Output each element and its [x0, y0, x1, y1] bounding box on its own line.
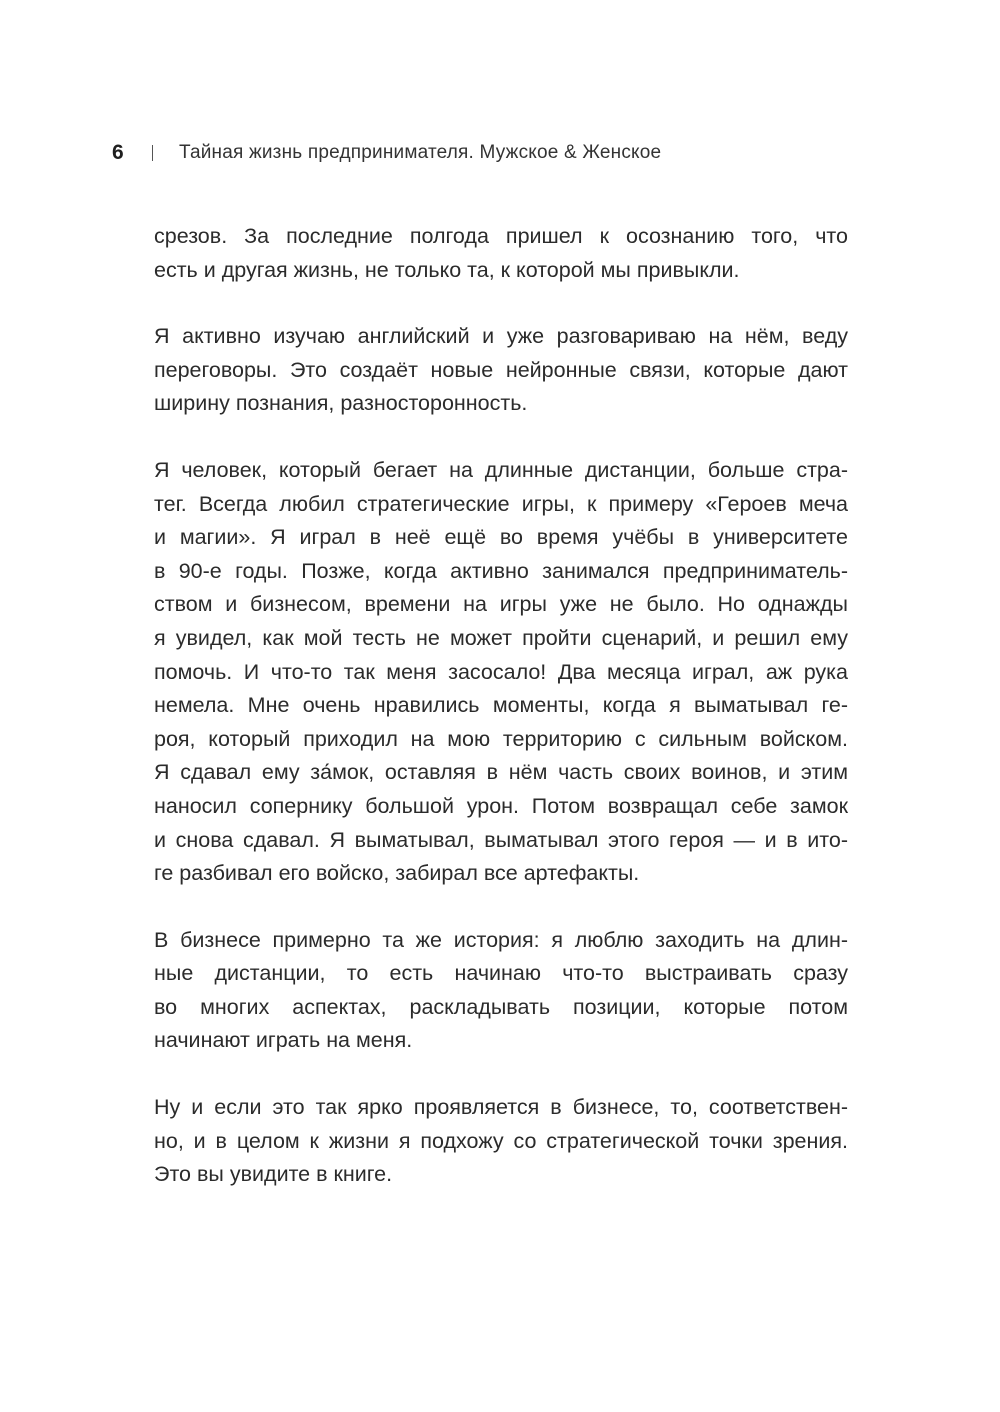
text-line: роя, который приходил на мою территорию с сильным войском. — [154, 726, 848, 751]
paragraph-4 — [154, 924, 848, 1058]
text-line: переговоры. Это создаёт новые нейронные связи, которые дают — [154, 357, 848, 382]
text-line: и снова сдавал. Я выматывал, выматывал этого героя — и в ито- — [154, 827, 848, 852]
text-line: во многих аспектах, раскладывать позиции, которые потом — [154, 994, 848, 1019]
text-line: есть и другая жизнь, не только та, к которой мы привыкли. — [154, 257, 740, 282]
text-line: я увидел, как мой тесть не может пройти сценарий, и решил ему — [154, 625, 848, 650]
text-body — [154, 220, 848, 1225]
text-line: в 90-е годы. Позже, когда активно занимался предприниматель- — [154, 558, 848, 583]
text-line: немела. Мне очень нравились моменты, когда я выматывал ге- — [154, 693, 848, 718]
paragraph-5 — [154, 1091, 848, 1192]
text-line: Я сдавал ему за́мок, оставляя в нём часть своих воинов, и этим — [154, 760, 848, 785]
text-line: ством и бизнесом, времени на игры уже не было. Но однажды — [154, 592, 848, 617]
text-line: наносил сопернику большой урон. Потом возвращал себе замок — [154, 793, 848, 818]
text-line: и магии». Я играл в неё ещё во время учёбы в университете — [154, 525, 848, 550]
text-line: ширину познания, разносторонность. — [154, 391, 528, 416]
text-line: начинают играть на меня. — [154, 1028, 413, 1053]
text-line: срезов. За последние полгода пришел к осознанию того, что — [154, 224, 848, 248]
text-line: В бизнесе примерно та же история: я люблю заходить на длин- — [154, 927, 848, 952]
paragraph-2 — [154, 320, 848, 421]
text-line: ге разбивал его войско, забирал все артефакты. — [154, 861, 640, 886]
text-line: помочь. И что-то так меня засосало! Два месяца играл, аж рука — [154, 659, 848, 684]
text-line: Я человек, который бегает на длинные дистанции, больше стра- — [154, 457, 848, 482]
text-line: Я активно изучаю английский и уже разговариваю на нём, веду — [154, 324, 848, 349]
text-line: Ну и если это так ярко проявляется в бизнесе, то, соответствен- — [154, 1095, 848, 1120]
page-number: 6 — [112, 141, 124, 164]
text-line: Это вы увидите в книге. — [154, 1162, 393, 1187]
paragraph-1 — [154, 220, 848, 287]
paragraph-3 — [154, 454, 848, 891]
text-line: тег. Всегда любил стратегические игры, к примеру «Героев меча — [154, 491, 848, 516]
text-line: но, и в целом к жизни я подхожу со стратегической точки зрения. — [154, 1128, 848, 1153]
running-head — [112, 138, 661, 168]
book-title: Тайная жизнь предпринимателя. Мужское & Женское — [179, 142, 662, 163]
header-separator — [152, 145, 153, 161]
text-line: ные дистанции, то есть начинаю что-то выстраивать сразу — [154, 961, 848, 986]
